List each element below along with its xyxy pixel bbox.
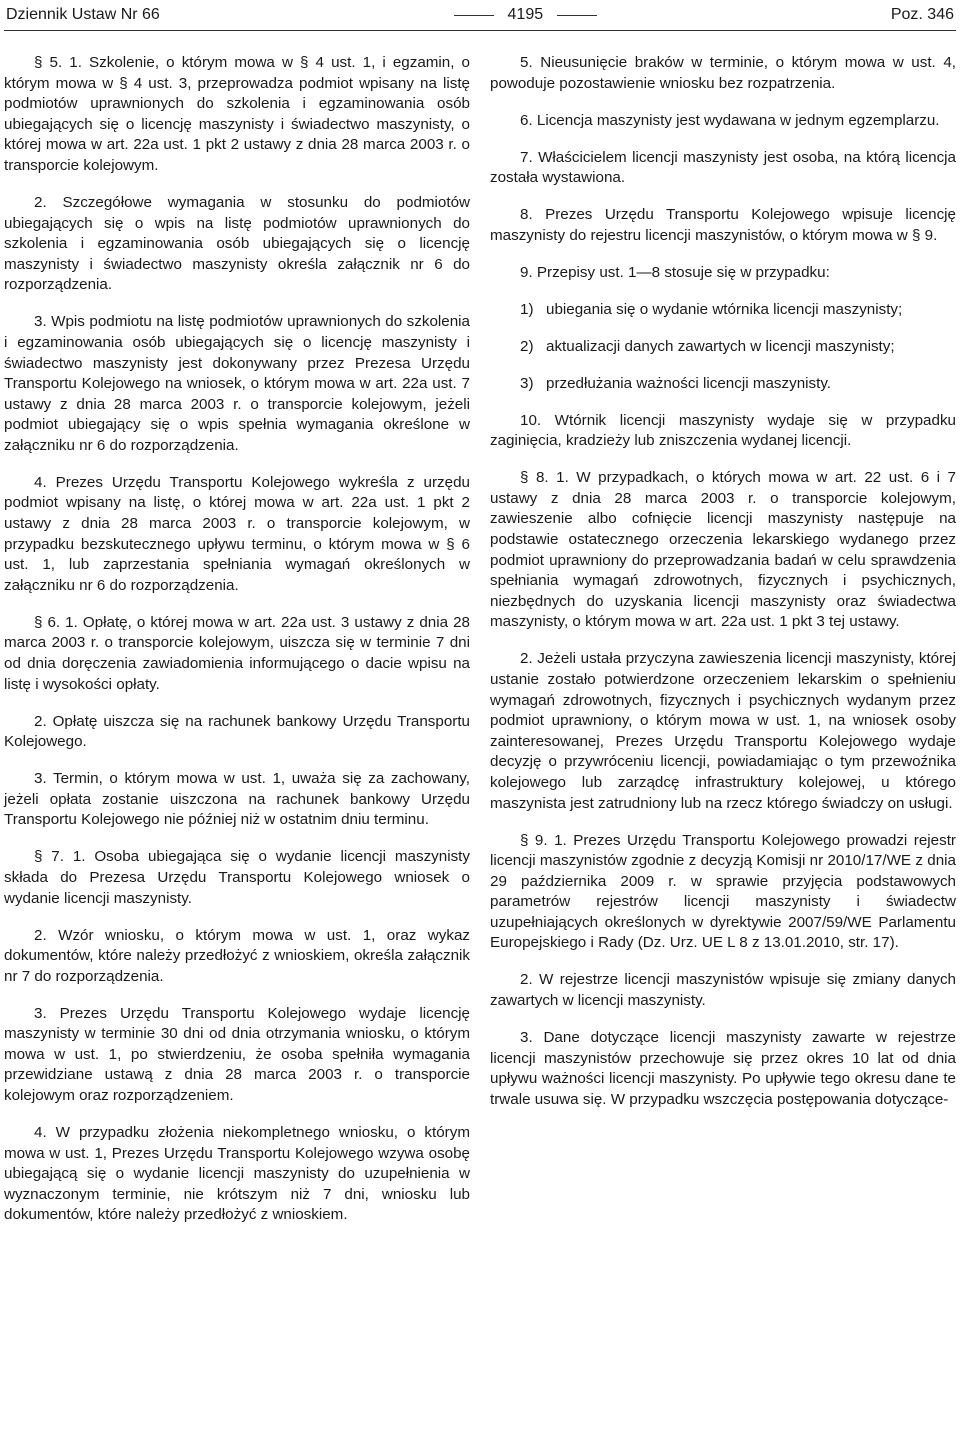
page-number: 4195 xyxy=(507,6,544,23)
position-number: Poz. 346 xyxy=(890,6,954,23)
paragraph: § 8. 1. W przypadkach, o których mowa w art. 22 ust. 6 i 7 ustawy z dnia 28 marca 2003 r. o transporcie kolejowym, zawieszenie albo cofnięcie licencji maszynisty następuje na podstawie ostatecznego orzeczenia lekarskiego wydanego przez podmiot uprawniony do przeprowadzania badań w celu sprawdzenia spełniania wymagań zdrowotnych, fizycznych i psychicznych, niezbędnych do uzyskania licencji maszynisty oraz świadectwa maszynisty, o którym mowa w art. 22a ust. 1 pkt 3 tej ustawy. xyxy=(490,469,956,631)
text-columns xyxy=(4,31,956,1242)
list-item-number: 3) xyxy=(520,374,534,392)
paragraph: § 6. 1. Opłatę, o której mowa w art. 22a ust. 3 ustawy z dnia 28 marca 2003 r. o transporcie kolejowym, uiszcza się w terminie 7 dni od dnia doręczenia zawiadomienia informującego o dacie wpisu na listę i wysokości opłaty. xyxy=(4,613,470,693)
paragraph: 9. Przepisy ust. 1—8 stosuje się w przypadku: xyxy=(520,263,830,281)
paragraph: 5. Nieusunięcie braków w terminie, o którym mowa w ust. 4, powoduje pozostawienie wniosku bez rozpatrzenia. xyxy=(490,54,956,92)
paragraph: 6. Licencja maszynisty jest wydawana w jednym egzemplarzu. xyxy=(520,111,940,129)
paragraph: § 9. 1. Prezes Urzędu Transportu Kolejowego prowadzi rejestr licencji maszynistów zgodnie z decyzją Komisji nr 2010/17/WE z dnia 29 października 2009 r. w sprawie przyjęcia podstawowych parametrów rejestrów licencji maszynisty i świadectw uzupełniających określonych w dyrektywie 2007/59/WE Parlamentu Europejskiego i Rady (Dz. Urz. UE L 8 z 13.01.2010, str. 17). xyxy=(490,831,956,952)
paragraph: § 5. 1. Szkolenie, o którym mowa w § 4 ust. 1, i egzamin, o którym mowa w § 4 ust. 3, przeprowadza podmiot wpisany na listę podmiotów uprawnionych do szkolenia i egzaminowania osób ubiegających się o licencję maszynisty i świadectwo maszynisty, o której mowa w art. 22a ust. 1 pkt 2 ustawy z dnia 28 marca 2003 r. o transporcie kolejowym. xyxy=(4,54,470,174)
paragraph: 2. Wzór wniosku, o którym mowa w ust. 1, oraz wykaz dokumentów, które należy przedłożyć z wnioskiem, określa załącznik nr 7 do rozporządzenia. xyxy=(4,926,470,985)
list-item-text: aktualizacji danych zawartych w licencji maszynisty; xyxy=(546,337,895,355)
list-item xyxy=(490,337,956,358)
dash-left xyxy=(454,15,494,16)
paragraph: 3. Wpis podmiotu na listę podmiotów uprawnionych do szkolenia i egzaminowania osób ubiegających się o licencję maszynisty i świadectwo maszynisty jest dokonywany przez Prezesa Urzędu Transportu Kolejowego na wniosek, o którym mowa w art. 22a ust. 7 ustawy z dnia 28 marca 2003 r. o transporcie kolejowym, jeżeli podmiot ubiegający się o wpis spełnia wymagania określone w załączniku nr 6 do rozporządzenia. xyxy=(4,313,470,454)
list-item xyxy=(490,374,956,395)
paragraph: 2. Opłatę uiszcza się na rachunek bankowy Urzędu Transportu Kolejowego. xyxy=(4,712,470,751)
right-column xyxy=(490,53,956,1242)
list-item-number: 2) xyxy=(520,337,534,355)
list-item-text: przedłużania ważności licencji maszynisty. xyxy=(546,374,832,392)
paragraph: 2. Jeżeli ustała przyczyna zawieszenia licencji maszynisty, której ustanie zostało potwierdzone orzeczeniem lekarskim o spełnieniu wymagań zdrowotnych, fizycznych i psychicznych wydanym przez podmiot uprawniony, o którym mowa w ust. 1, na wniosek osoby zainteresowanej, Prezes Urzędu Transportu Kolejowego wydaje decyzję o przywróceniu licencji, powiadamiając o tym przewoźnika kolejowego lub zarządcę infrastruktury kolejowej, u którego maszynista jest zatrudniony lub na rzecz którego świadczy on usługi. xyxy=(490,650,956,812)
paragraph: 3. Prezes Urzędu Transportu Kolejowego wydaje licencję maszynisty w terminie 30 dni od dnia otrzymania wniosku, o którym mowa w ust. 1, po stwierdzeniu, że osoba spełniła wymagania przewidziane ustawą z dnia 28 marca 2003 r. o transporcie kolejowym oraz rozporządzeniem. xyxy=(4,1004,470,1105)
paragraph: § 7. 1. Osoba ubiegająca się o wydanie licencji maszynisty składa do Prezesa Urzędu Transportu Kolejowego wniosek o wydanie licencji maszynisty. xyxy=(4,848,470,907)
list-item-number: 1) xyxy=(520,300,534,318)
page-number-block xyxy=(454,6,598,24)
left-column xyxy=(4,53,470,1242)
dash-right xyxy=(557,15,597,16)
paragraph: 2. W rejestrze licencji maszynistów wpisuje się zmiany danych zawartych w licencji maszynisty. xyxy=(490,971,956,1010)
paragraph: 3. Dane dotyczące licencji maszynisty zawarte w rejestrze licencji maszynistów przechowuje się przez okres 10 lat od dnia upływu ważności licencji maszynisty. Po upływie tego okresu dane te trwale usuwa się. W przypadku wszczęcia postępowania dotyczące- xyxy=(490,1029,956,1108)
page-header xyxy=(4,0,956,31)
list-item-text: ubiegania się o wydanie wtórnika licencji maszynisty; xyxy=(546,300,903,318)
paragraph: 3. Termin, o którym mowa w ust. 1, uważa się za zachowany, jeżeli opłata zostanie uiszczona na rachunek bankowy Urzędu Transportu Kolejowego nie później niż w ostatnim dniu terminu. xyxy=(4,770,470,829)
paragraph: 7. Właścicielem licencji maszynisty jest osoba, na którą licencja została wystawiona. xyxy=(490,148,956,187)
paragraph: 10. Wtórnik licencji maszynisty wydaje się w przypadku zaginięcia, kradzieży lub zniszczenia wydanej licencji. xyxy=(490,411,956,450)
paragraph: 8. Prezes Urzędu Transportu Kolejowego wpisuje licencję maszynisty do rejestru licencji maszynistów, o którym mowa w § 9. xyxy=(490,206,956,244)
paragraph: 2. Szczegółowe wymagania w stosunku do podmiotów ubiegających się o wpis na listę podmiotów uprawnionych do szkolenia i egzaminowania osób ubiegających się o licencję maszynisty i świadectwo maszynisty określa załącznik nr 6 do rozporządzenia. xyxy=(4,193,470,294)
paragraph: 4. W przypadku złożenia niekompletnego wniosku, o którym mowa w ust. 1, Prezes Urzędu Transportu Kolejowego wzywa osobę ubiegającą się o wydanie licencji maszynisty do uzupełnienia w wyznaczonym terminie, nie krótszym niż 7 dni, wniosku lub dokumentów, które należy przedłożyć z wnioskiem. xyxy=(4,1124,470,1224)
list-item xyxy=(490,300,956,321)
paragraph: 4. Prezes Urzędu Transportu Kolejowego wykreśla z urzędu podmiot wpisany na listę, o której mowa w art. 22a ust. 1 pkt 2 ustawy z dnia 28 marca 2003 r. o transporcie kolejowym, w przypadku bezskutecznego upływu terminu, o którym mowa w § 6 ust. 1, lub zaprzestania spełniania wymagań określonych w załączniku nr 6 do rozporządzenia. xyxy=(4,473,470,594)
journal-title: Dziennik Ustaw Nr 66 xyxy=(6,6,160,23)
